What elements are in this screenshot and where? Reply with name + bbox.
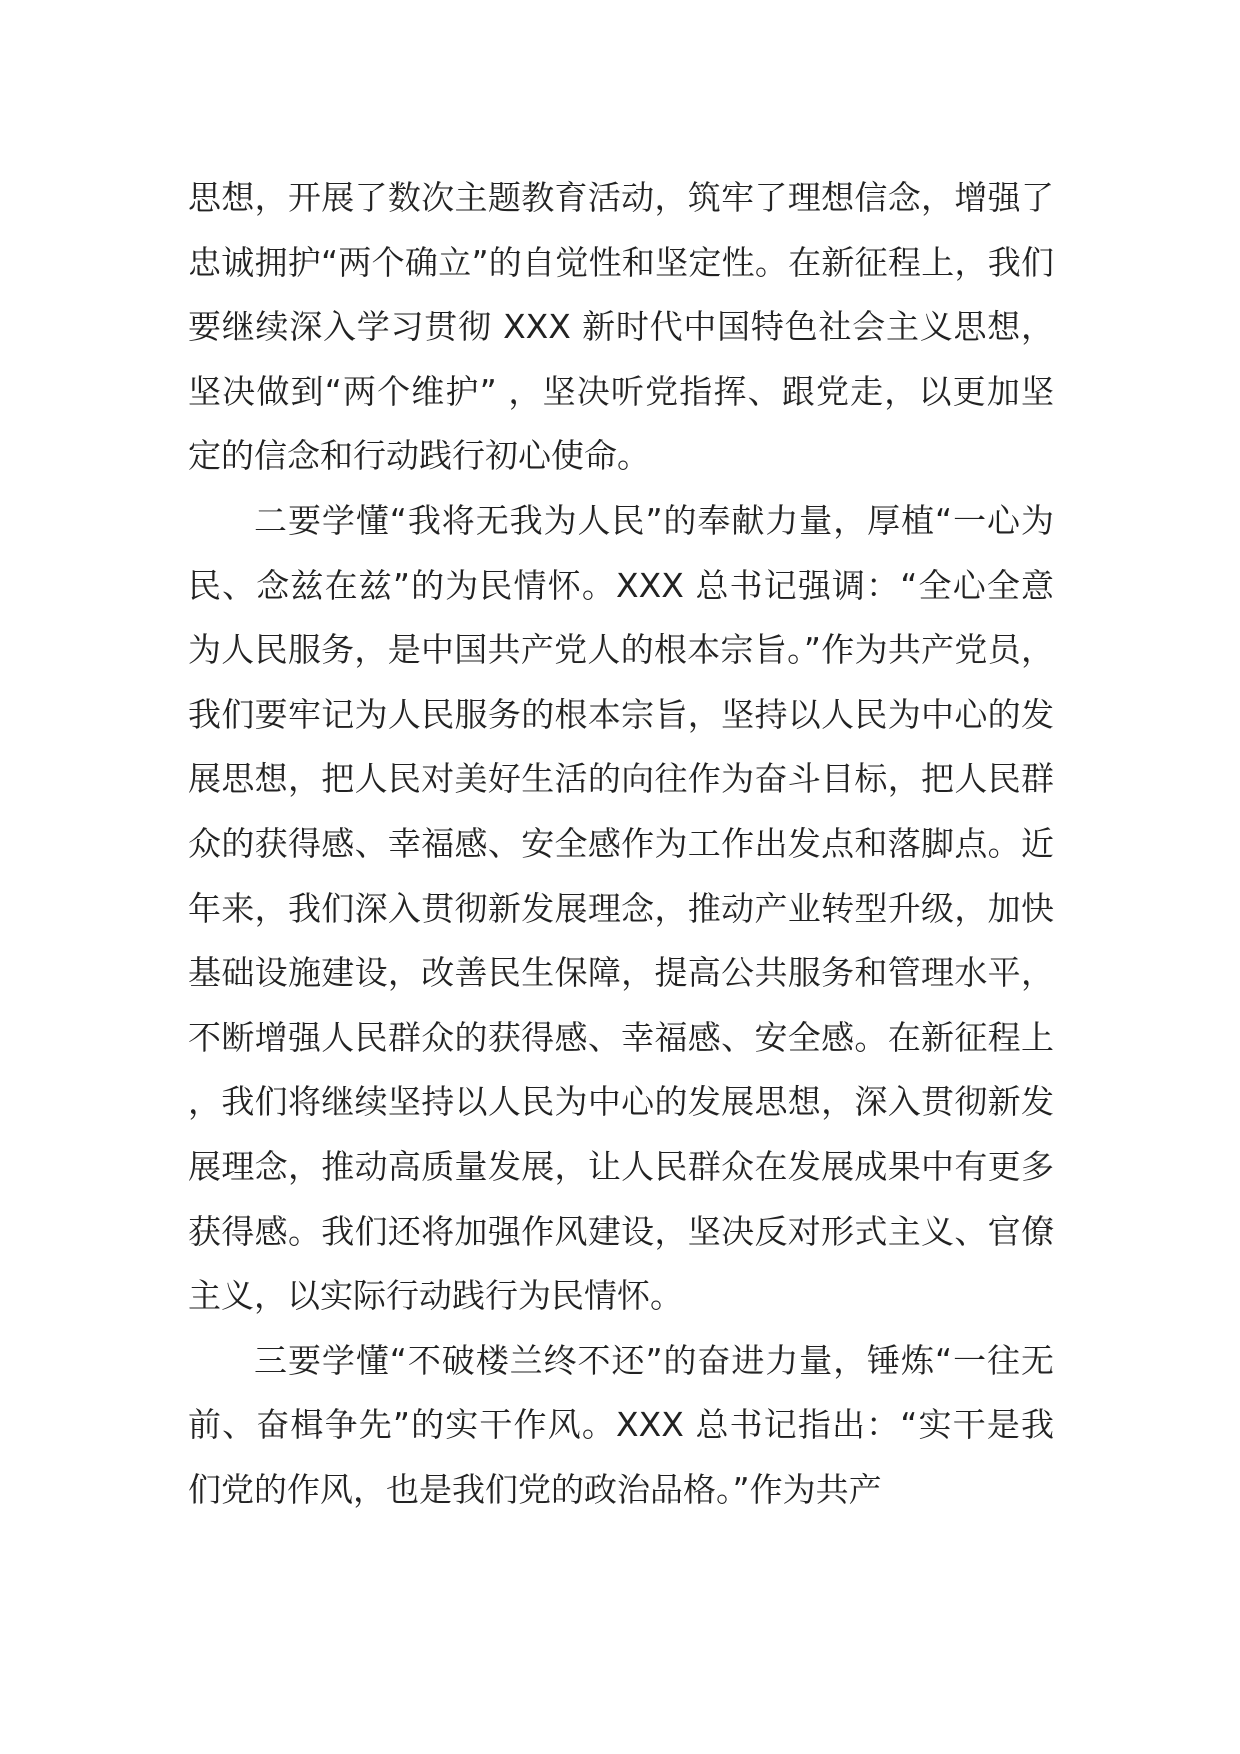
paragraph-3: 三要学懂“不破楼兰终不还”的奋进力量，锤炼“一往无前、奋楫争先”的实干作风。XXX 总书记指出：“实干是我们党的作风，也是我们党的政治品格。”作为共产 xyxy=(188,1340,1054,1509)
document-body xyxy=(188,166,1054,1522)
paragraph-2: 二要学懂“我将无我为人民”的奉献力量，厚植“一心为民、念兹在兹”的为民情怀。XXX 总书记强调：“全心全意为人民服务，是中国共产党人的根本宗旨。”作为共产党员，我们要牢记为人民服务的根本宗旨，坚持以人民为中心的发展思想，把人民对美好生活的向往作为奋斗目标，把人民群众的获得感、幸福感、安全感作为工作出发点和落脚点。近年来，我们深入贯彻新发展理念，推动产业转型升级，加快基础设施建设，改善民生保障，提高公共服务和管理水平，不断增强人民群众的获得感、幸福感、安全感。在新征程上，我们将继续坚持以人民为中心的发展思想，深入贯彻新发展理念，推动高质量发展，让人民群众在发展成果中有更多获得感。我们还将加强作风建设，坚决反对形式主义、官僚主义，以实际行动践行为民情怀。 xyxy=(188,500,1054,1316)
paragraph-1: 思想，开展了数次主题教育活动，筑牢了理想信念，增强了忠诚拥护“两个确立”的自觉性和坚定性。在新征程上，我们要继续深入学习贯彻 XXX 新时代中国特色社会主义思想，坚决做到“两个维护” ，坚决听党指挥、跟党走，以更加坚定的信念和行动践行初心使命。 xyxy=(188,178,1054,476)
